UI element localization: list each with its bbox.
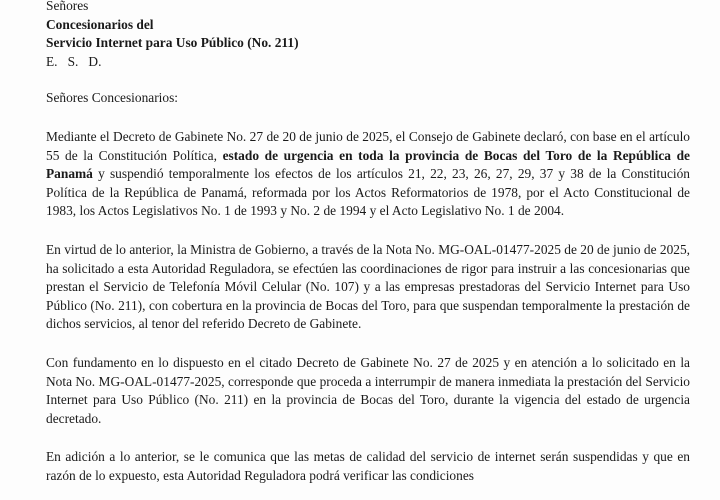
addressee-block xyxy=(46,0,690,71)
addressee-title: Señores xyxy=(46,0,89,13)
paragraph-quality-goals: En adición a lo anterior, se le comunica que las metas de calidad del servicio de internet serán suspendidas y que en razón de lo expuesto, esta Autoridad Reguladora podrá verificar las condiciones xyxy=(46,449,690,483)
paragraph-instruction: Con fundamento en lo dispuesto en el citado Decreto de Gabinete No. 27 de 2025 y en atención a lo solicitado en la Nota No. MG-OAL-01477-2025, corresponde que proceda a interrumpir de manera inmediata la prestación del Servicio Internet para Uso Público (No. 211) en la provincia de Bocas del Toro, durante la vigencia del estado de urgencia decretado. xyxy=(46,354,690,426)
addressee-service: Servicio Internet para Uso Público (No. 211) xyxy=(46,35,299,51)
salutation: Señores Concesionarios: xyxy=(46,90,179,106)
paragraph-decree xyxy=(46,128,690,221)
addressee-name: Concesionarios del xyxy=(46,16,154,32)
letter-body xyxy=(46,0,690,485)
paragraph-decree-text-1: Mediante el Decreto de Gabinete No. 27 de 20 de junio de 2025, el Consejo de Gabinete declaró, con base en el artículo 55 de la Constitución Política, xyxy=(46,128,690,163)
paragraph-ministry-request: En virtud de lo anterior, la Ministra de Gobierno, a través de la Nota No. MG-OAL-01477-2025 de 20 de junio de 2025, ha solicitado a esta Autoridad Reguladora, se efectúen las coordinaciones de rigor para instruir a las concesionarias que prestan el Servicio de Telefonía Móvil Celular (No. 107) y a las empresas prestadoras del Servicio Internet para Uso Público (No. 211), con cobertura en la provincia de Bocas del Toro, para que suspendan temporalmente la prestación de dichos servicios, al tenor del referido Decreto de Gabinete. xyxy=(46,241,690,332)
paragraph-decree-emphasis: estado de urgencia en toda la provincia de Bocas del Toro de la República de Panamá xyxy=(46,147,690,182)
addressee-esd: E. S. D. xyxy=(46,53,102,69)
paragraph-decree-text-2: y suspendió temporalmente los efectos de los artículos 21, 22, 23, 26, 27, 29, 37 y 38 de la Constitución Política de la República de Panamá, reformada por los Actos Reformatorios de 1978, por el Acto Constitucional de 1983, los Actos Legislativos No. 1 de 1993 y No. 2 de 1994 y el Acto Legislativo No. 1 de 2004. xyxy=(46,166,690,219)
